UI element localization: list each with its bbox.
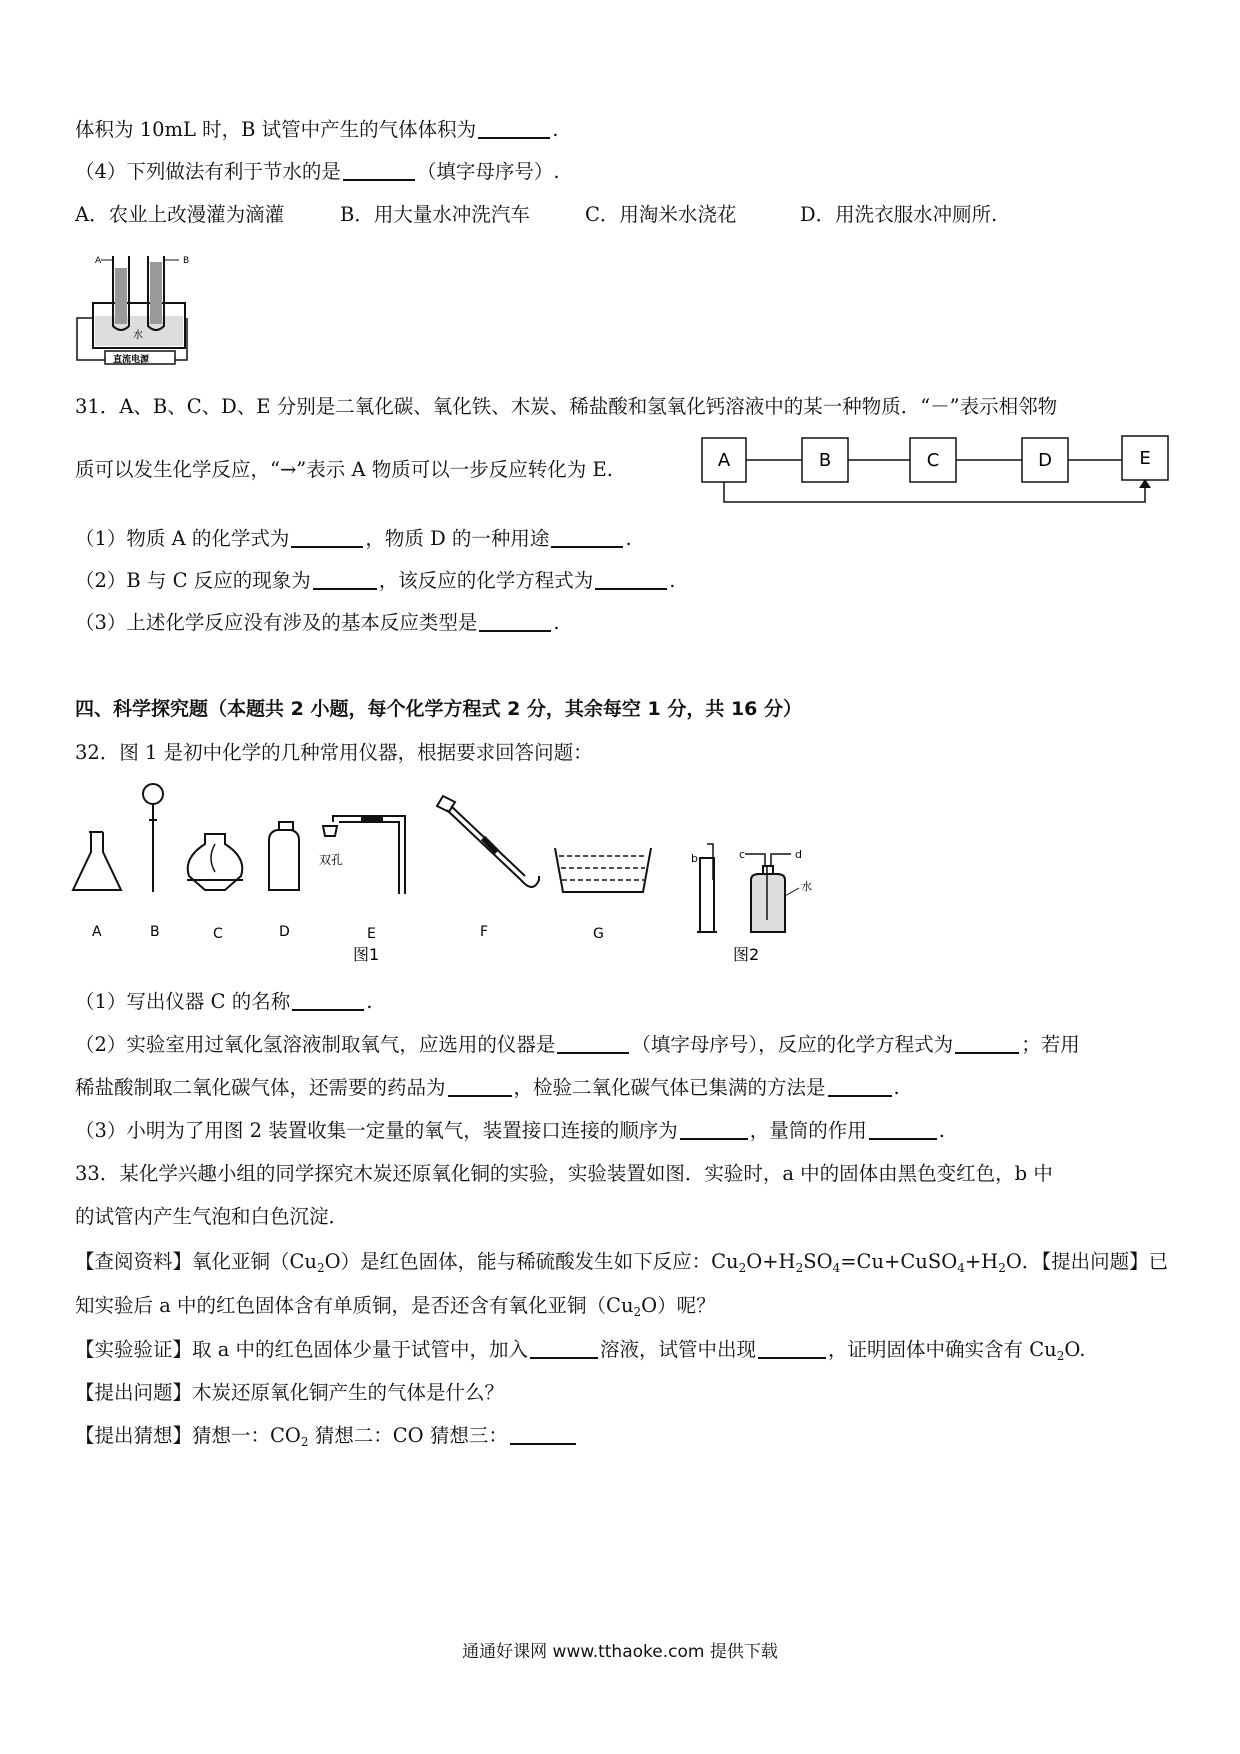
q30-option-a: A．农业上改漫灌为滴灌 xyxy=(75,203,285,226)
q33-question: 【提出问题】木炭还原氧化铜产生的气体是什么？ xyxy=(75,1381,505,1404)
bent-tube-icon xyxy=(437,796,539,887)
graduated-cylinder-icon xyxy=(697,844,717,932)
answer-blank[interactable] xyxy=(510,1443,576,1445)
box-a xyxy=(702,438,746,482)
power-label: 直流电源 xyxy=(113,355,150,365)
fig1-label-b: B xyxy=(150,924,160,940)
q33-hypotheses: 【提出猜想】猜想一：$CO_2$ 猜想二：CO 猜想三： xyxy=(75,1424,578,1449)
answer-blank[interactable] xyxy=(478,137,550,139)
answer-blank[interactable] xyxy=(869,1138,937,1140)
q30-part4: （4）下列做法有利于节水的是 （填字母序号）. xyxy=(75,160,560,183)
answer-blank[interactable] xyxy=(680,1138,748,1140)
q32-part1: （1）写出仪器 C 的名称 . xyxy=(75,990,373,1013)
fig2-label-c: c xyxy=(739,848,746,861)
answer-blank[interactable] xyxy=(448,1095,512,1097)
answer-blank[interactable] xyxy=(530,1357,598,1359)
fig1-label-e: E xyxy=(367,926,376,942)
answer-blank[interactable] xyxy=(557,1052,629,1054)
fig1-label-f: F xyxy=(480,924,489,940)
fig2-label-water: 水 xyxy=(801,880,812,893)
answer-blank[interactable] xyxy=(828,1095,892,1097)
box-c xyxy=(910,438,956,482)
q31-part3: （3）上述化学反应没有涉及的基本反应类型是 . xyxy=(75,611,560,634)
q33-intro-2: 的试管内产生气泡和白色沉淀． xyxy=(75,1205,349,1228)
q33-reference-line2: 知实验后 a 中的红色固体含有单质铜，是否还含有氧化亚铜$(Cu_2O)$呢？ xyxy=(75,1294,716,1319)
dropping-funnel-icon xyxy=(143,784,163,892)
fig2-label-d: d xyxy=(795,848,802,861)
gas-washing-bottle-icon xyxy=(745,854,799,932)
q32-apparatus-figures xyxy=(65,780,825,980)
q33-intro-1: 33．某化学兴趣小组的同学探究木炭还原氧化铜的实验，实验装置如图．实验时，a 中的固体由黑色变红色，b 中 xyxy=(75,1162,1053,1185)
answer-blank[interactable] xyxy=(955,1052,1019,1054)
answer-blank[interactable] xyxy=(291,546,363,548)
svg-text:D: D xyxy=(1038,450,1052,471)
q33-reference-line1: 【查阅资料】氧化亚铜$(Cu_2O)$是红色固体，能与稀硫酸发生如下反应：$Cu_2O+H_2SO_4=Cu+CuSO_4+H_2O$．【提出问题】已 xyxy=(75,1250,1169,1275)
fig1-e-note: 双孔 xyxy=(319,853,344,867)
answer-blank[interactable] xyxy=(313,588,377,590)
alcohol-lamp-icon xyxy=(187,834,243,890)
water-trough-icon xyxy=(555,848,651,892)
box-e xyxy=(1122,436,1168,480)
answer-blank[interactable] xyxy=(479,630,551,632)
svg-text:B: B xyxy=(818,450,832,471)
box-d xyxy=(1022,438,1068,482)
svg-text:E: E xyxy=(1139,448,1151,469)
answer-blank[interactable] xyxy=(595,588,667,590)
q31-part1: （1）物质 A 的化学式为 ，物质 D 的一种用途 . xyxy=(75,527,632,550)
page-footer: 通通好课网 www.tthaoke.com 提供下载 xyxy=(462,1642,778,1662)
q32-part2-line2: 稀盐酸制取二氧化碳气体，还需要的药品为 ，检验二氧化碳气体已集满的方法是 . xyxy=(75,1076,900,1099)
q31-intro-2: 质可以发生化学反应，“→”表示 A 物质可以一步反应转化为 E. xyxy=(75,458,613,481)
q32-part2-line1: （2）实验室用过氧化氢溶液制取氧气，应选用的仪器是 （填字母序号），反应的化学方程式为 ；若用 xyxy=(75,1033,1080,1056)
answer-blank[interactable] xyxy=(292,1009,364,1011)
fig2-label-b: b xyxy=(691,852,698,865)
electrolysis-figure xyxy=(75,248,205,368)
tube-b-label: B xyxy=(183,256,190,266)
q30-line1: 体积为 10mL 时，B 试管中产生的气体体积为 . xyxy=(75,118,559,141)
q33-verification: 【实验验证】取 a 中的红色固体少量于试管中，加入 溶液，试管中出现 ，证明固体中确实含有 $Cu_2O$. xyxy=(75,1338,1086,1363)
q32-intro: 32．图 1 是初中化学的几种常用仪器，根据要求回答问题： xyxy=(75,741,593,764)
q32-part3: （3）小明为了用图 2 装置收集一定量的氧气，装置接口连接的顺序为 ，量筒的作用 . xyxy=(75,1119,945,1142)
tube-a-label: A xyxy=(95,256,102,266)
answer-blank[interactable] xyxy=(758,1357,826,1359)
q30-option-c: C．用淘米水浇花 xyxy=(585,203,737,226)
q31-reaction-diagram xyxy=(700,432,1170,512)
fig1-label-d: D xyxy=(279,924,290,940)
q30-option-d: D．用洗衣服水冲厕所. xyxy=(800,203,998,226)
q31-intro-1: 31．A、B、C、D、E 分别是二氧化碳、氧化铁、木炭、稀盐酸和氢氧化钙溶液中的某一种物质．“－”表示相邻物 xyxy=(75,395,1058,418)
answer-blank[interactable] xyxy=(551,546,623,548)
box-b xyxy=(802,438,848,482)
q31-part2: （2）B 与 C 反应的现象为 ，该反应的化学方程式为 . xyxy=(75,569,676,592)
water-label: 水 xyxy=(133,330,143,341)
answer-blank[interactable] xyxy=(343,179,415,181)
reagent-bottle-icon xyxy=(269,822,299,890)
fig1-label-a: A xyxy=(92,924,102,940)
fig1-caption: 图1 xyxy=(353,945,380,964)
erlenmeyer-flask-icon xyxy=(73,832,121,890)
fig2-caption: 图2 xyxy=(733,945,760,964)
fig1-label-c: C xyxy=(213,926,223,942)
q30-option-b: B．用大量水冲洗汽车 xyxy=(340,203,530,226)
svg-text:A: A xyxy=(717,450,731,471)
fig1-label-g: G xyxy=(593,926,604,942)
section-4-title: 四、科学探究题（本题共 2 小题，每个化学方程式 2 分，其余每空 1 分，共 16 分） xyxy=(75,698,803,720)
svg-text:C: C xyxy=(926,450,940,471)
